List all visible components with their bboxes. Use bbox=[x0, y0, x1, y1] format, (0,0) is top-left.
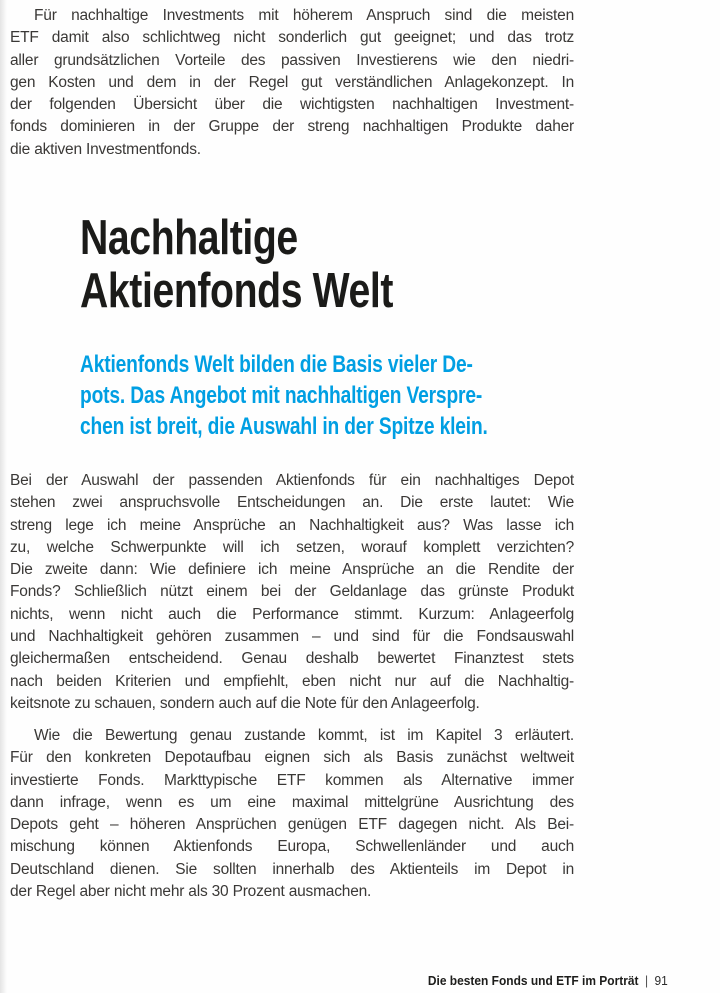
text-line: Fonds? Schließlich nützt einem bei der Geldanlage das grünste Produkt bbox=[10, 583, 574, 601]
page-footer bbox=[0, 972, 668, 989]
page-title bbox=[80, 212, 471, 318]
text-line: streng lege ich meine Ansprüche an Nachhaltigkeit aus? Was lasse ich bbox=[10, 516, 574, 534]
text-line: und Nachhaltigkeit gehören zusammen – und sind für die Fondsauswahl bbox=[10, 628, 574, 646]
page-gutter-shadow bbox=[0, 0, 7, 993]
footer-text bbox=[428, 972, 668, 989]
text-line: der Regel aber nicht mehr als 30 Prozent ausmachen. bbox=[10, 883, 372, 901]
lead-line: pots. Das Angebot mit nachhaltigen Verspre- bbox=[80, 382, 483, 409]
footer-page-number: 91 bbox=[654, 973, 668, 988]
footer-separator: | bbox=[645, 973, 649, 988]
paragraph-fund-selection bbox=[10, 470, 574, 715]
text-line: ETF damit also schlichtweg nicht sonderlich gut geeignet; und das trotz bbox=[10, 29, 574, 47]
text-line: der folgenden Übersicht über die wichtigsten nachhaltigen Investment- bbox=[10, 96, 574, 114]
text-line: fonds dominieren in der Gruppe der streng nachhaltigen Produkte daher bbox=[10, 118, 574, 136]
paragraph-depot-structure bbox=[10, 725, 574, 903]
lead-paragraph bbox=[80, 349, 590, 442]
text-line: dann infrage, wenn es um eine maximal mittelgrüne Ausrichtung des bbox=[10, 793, 574, 811]
text-line: gleichermaßen entscheidend. Genau deshalb bewertet Finanztest stets bbox=[10, 650, 574, 668]
footer-section-title: Die besten Fonds und ETF im Porträt bbox=[428, 973, 639, 988]
text-line: keitsnote zu schauen, sondern auch auf die Note für den Anlageerfolg. bbox=[10, 694, 480, 712]
text-line: Die zweite dann: Wie definiere ich meine Ansprüche an die Rendite der bbox=[10, 561, 574, 579]
text-line: investierte Fonds. Markttypische ETF kommen als Alternative immer bbox=[10, 771, 574, 789]
text-line: aller grundsätzlichen Vorteile des passiven Investierens wie den niedri- bbox=[10, 51, 574, 69]
text-line: Bei der Auswahl der passenden Aktienfonds für ein nachhaltiges Depot bbox=[10, 472, 574, 489]
text-line: die aktiven Investmentfonds. bbox=[10, 140, 201, 158]
text-line: Depots geht – höheren Ansprüchen genügen ETF dagegen nicht. Als Bei- bbox=[10, 816, 574, 834]
text-line: Deutschland dienen. Sie sollten innerhalb des Aktienteils im Depot in bbox=[10, 860, 574, 878]
text-line: zu, welche Schwerpunkte will ich setzen, worauf komplett verzichten? bbox=[10, 538, 574, 556]
text-line: mischung können Aktienfonds Europa, Schwellenländer und auch bbox=[10, 838, 574, 856]
text-line: nichts, wenn nicht auch die Performance stimmt. Kurzum: Anlageerfolg bbox=[10, 605, 574, 623]
text-line: gen Kosten und dem in der Regel gut verständlichen Anlagekonzept. In bbox=[10, 73, 574, 91]
text-line: nach beiden Kriterien und empfiehlt, eben nicht nur auf die Nachhaltig- bbox=[10, 672, 574, 690]
text-line: stehen zwei anspruchsvolle Entscheidungen an. Die erste lautet: Wie bbox=[10, 494, 574, 512]
text-line: Für nachhaltige Investments mit höherem Anspruch sind die meisten bbox=[34, 7, 574, 24]
page-title-line: Aktienfonds Welt bbox=[80, 264, 394, 318]
lead-line: chen ist breit, die Auswahl in der Spitze klein. bbox=[80, 413, 488, 440]
paragraph-intro bbox=[10, 5, 574, 161]
lead-line: Aktienfonds Welt bilden die Basis vieler De- bbox=[80, 351, 473, 378]
text-line: Wie die Bewertung genau zustande kommt, ist im Kapitel 3 erläutert. bbox=[34, 727, 574, 744]
page-title-line: Nachhaltige bbox=[80, 211, 298, 265]
text-line: Für den konkreten Depotaufbau eignen sich als Basis zunächst weltweit bbox=[10, 749, 574, 767]
